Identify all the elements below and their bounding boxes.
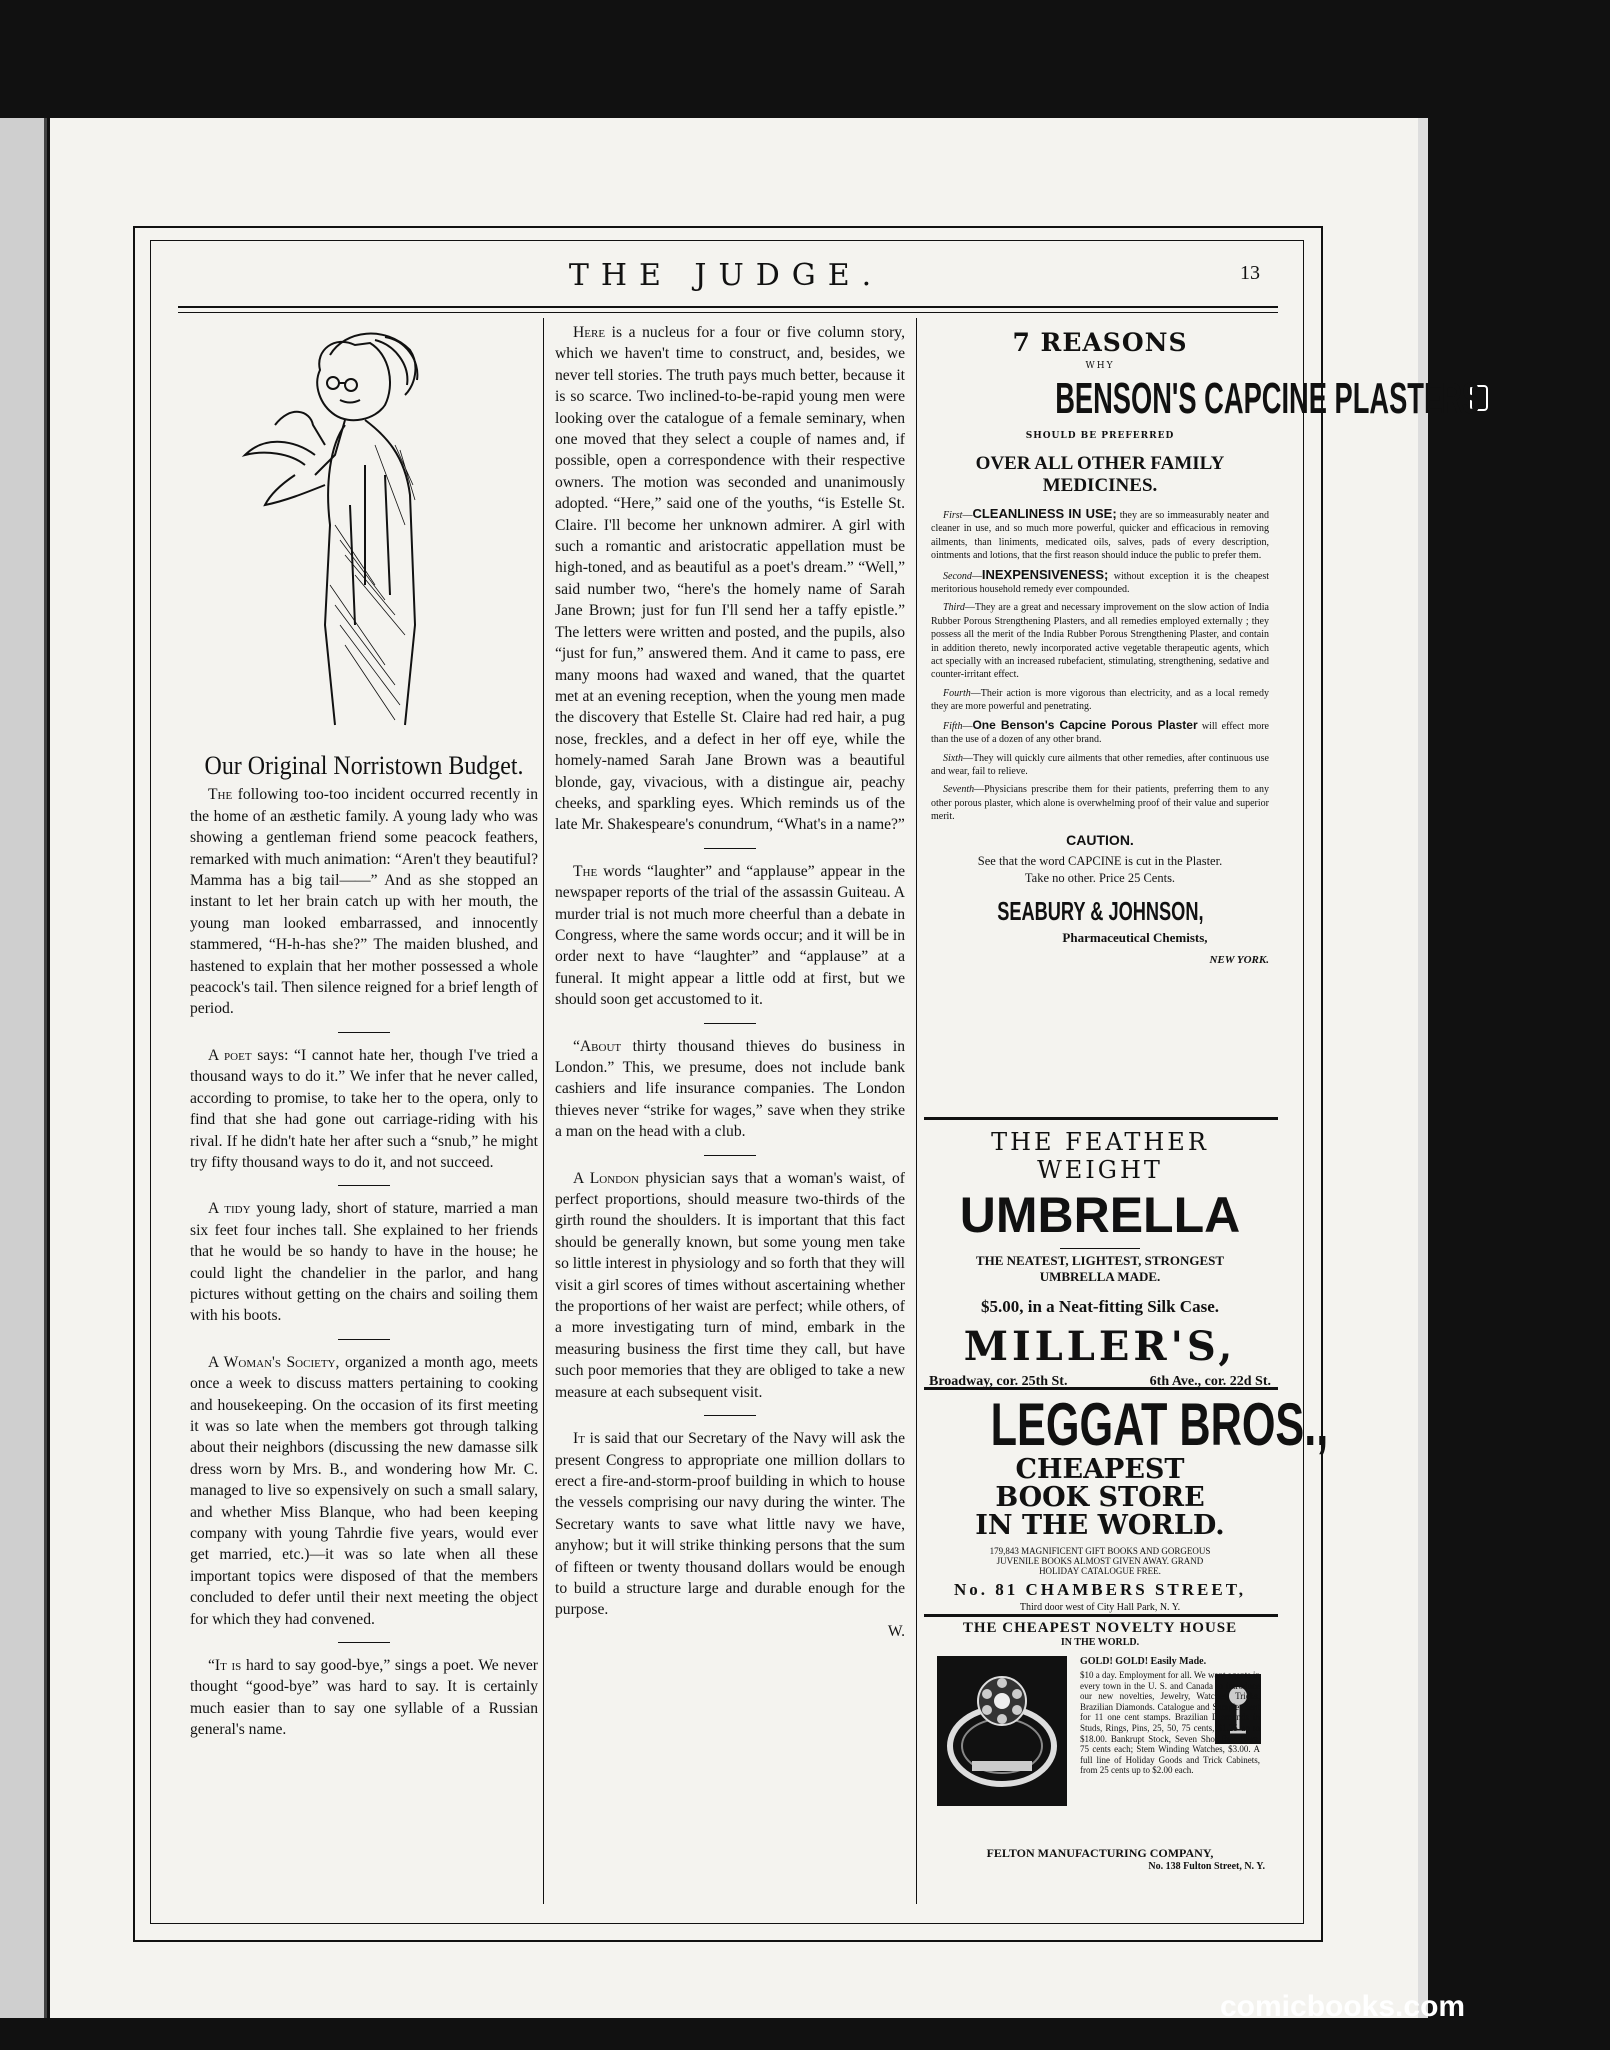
watermark: comicbooks.com bbox=[1220, 1990, 1466, 2023]
ring-icon bbox=[937, 1656, 1067, 1806]
novelty-text bbox=[1080, 1656, 1207, 1669]
benson-ad bbox=[925, 328, 1481, 966]
paragraph bbox=[190, 1352, 538, 1630]
left-column bbox=[190, 751, 538, 1741]
ad-title-wrap bbox=[925, 374, 1481, 423]
paragraph-text: young lady, short of stature, married a man six feet four inches tall. She explained to her friends that he would be so handy to have in the house; he could light the chandelier in the parlor, and hang pictures without getting on the chairs and soiling them with his boots. bbox=[190, 1200, 538, 1325]
store-name: LEGGAT BROS., bbox=[990, 1391, 1329, 1458]
reason-item: Second—INEXPENSIVENESS; without exception it is the cheapest meritorious household remedy ever compounded. bbox=[931, 566, 1269, 596]
store-address: No. 81 CHAMBERS STREET, bbox=[953, 1580, 1247, 1599]
separator bbox=[704, 1023, 756, 1024]
reason-label: Fourth bbox=[943, 687, 971, 699]
ad-line: UMBRELLA MADE. bbox=[1039, 1269, 1161, 1284]
separator bbox=[338, 1642, 390, 1643]
paragraph bbox=[190, 1655, 538, 1741]
novelty-ad bbox=[925, 1620, 1275, 1872]
novelty-body bbox=[925, 1656, 1275, 1846]
reason-item: Fourth—Their action is more vigorous than electricity, and as a local remedy they are more powerful and penetrating. bbox=[931, 687, 1269, 713]
paragraph-lead: “It is bbox=[208, 1657, 242, 1675]
ad-line: BOOK STORE bbox=[995, 1482, 1205, 1513]
reason-text: They will quickly cure ailments that other remedies, after continuous use and wear, fail to relieve. bbox=[931, 752, 1269, 777]
paragraph-text: is a nucleus for a four or five column story, which we haven't time to construct, and, besides, we never tell stories. The truth pays much better, because it is so scarce. Two inclined-to-be-rapid young men were looking over the catalogue of a female seminary, when one moved that they select a couple of names and, if possible, open a correspondence with their respective owners. The motion was seconded and unanimously adopted. “Here,” said one of the youths, “is Estelle St. Claire. I'll become her unknown admirer. A girl with such a romantic and aristocratic appellation must be high-toned, and as beautiful as a poet's dream.” “Well,” said number two, “here's the homely name of Sarah Jane Brown; just for fun I'll send her a taffy epistle.” The letters were written and posted, and the pupils, also “just for fun,” answered them. And it came to pass, ere many moons had waxed and waned, that the quartet met at an evening reception, when the young men made the discovery that Estelle St. Claire had red hair, a pug nose, freckles, and a defect in her off eye, while the homely-named Sarah Jane Brown was a beautiful blonde, gay, vivacious, with a distingue air, peachy cheeks, and sparkling eyes. Which reminds us of the late Mr. Shakespeare's conundrum, “What's in a name?” bbox=[555, 324, 905, 834]
reason-text: Their action is more vigorous than electricity, and as a local remedy they are more powerful and penetrating. bbox=[931, 687, 1269, 713]
reason-item: Fifth—One Benson's Capcine Porous Plaster will effect more than the use of a dozen of any other brand. bbox=[931, 717, 1269, 746]
ad-line: SHOULD BE PREFERRED bbox=[1025, 431, 1175, 441]
novelty-description: $10 a day. Employment for all. We want agents in every town in the U. S. and Canada to introduce our new novelties, Jewelry, Watches, Tricks, Brazilian Diamonds. Catalogue and Samples sent for 11 one cent stamps. Brazilian Diamonds in Studs, Rings, Pins, 25, 50, 75 cents, $1.25 up to $18.00. Bankrupt Stock, Seven Shot Revolvers, 75 cents each; Stem Winding Watches, $3.00. A full line of Holiday Goods and Trick Cabinets, from 25 cents up to $2.00 each. bbox=[1080, 1670, 1260, 1776]
separator bbox=[338, 1032, 390, 1033]
paragraph-lead: A poet bbox=[208, 1046, 252, 1064]
umbrella-ad bbox=[925, 1128, 1275, 1390]
separator bbox=[338, 1185, 390, 1186]
paragraph-lead: A London bbox=[573, 1169, 639, 1187]
ad-line: IN THE WORLD. bbox=[975, 1510, 1225, 1541]
separator bbox=[338, 1339, 390, 1340]
paragraph bbox=[555, 322, 905, 836]
ad-subheading: WHY bbox=[1085, 361, 1115, 371]
reason-item: Seventh—Physicians prescribe them for their patients, preferring them to any other porous plaster, which alone is overwhelming proof of their value and superior merit. bbox=[931, 784, 1269, 823]
ad-subheading: IN THE WORLD. bbox=[1060, 1637, 1140, 1648]
ad-rule bbox=[1060, 1248, 1140, 1249]
reason-item: Third—They are a great and necessary improvement on the slow action of India Rubber Porous Strengthening Plasters, and all remedies employed externally ; they possess all the merit of the India Rubber Porous Strengthening Plaster, and contain in addition thereto, newly incorporated active vegetable therapeutic agents, which act specially with an increased rubefacient, stimulating, strengthening, sedative and counter-irritant effect. bbox=[931, 602, 1269, 681]
reason-label: Third bbox=[943, 602, 965, 614]
separator bbox=[704, 1415, 756, 1416]
masthead: THE JUDGE. bbox=[568, 258, 884, 293]
reason-label: Seventh bbox=[943, 784, 975, 796]
reason-text: Physicians prescribe them for their patients, preferring them to any other porous plaster, which alone is overwhelming proof of their value and superior merit. bbox=[931, 784, 1269, 823]
paragraph-text: following too-too incident occurred recently in the home of an æsthetic family. A young lady who was showing a gentleman friend some peacock feathers, remarked with much animation: “Aren't they beautiful? Mamma has a big tail——” And as she stopped an instant to let her brain catch up with her mouth, the young man looked embarrassed, and innocently stammered, “H-h-has she?” The maiden blushed, and hastened to explain that her mother possessed a whole peacock's tail. Then silence reigned for a brief length of period. bbox=[190, 786, 538, 1018]
reason-label: First bbox=[943, 510, 963, 521]
address-right: 6th Ave., cor. 22d St. bbox=[1149, 1374, 1271, 1389]
ad-heading: THE CHEAPEST NOVELTY HOUSE bbox=[962, 1620, 1238, 1636]
paragraph-text: words “laughter” and “applause” appear in the newspaper reports of the trial of the assassin Guiteau. A murder trial is not much more cheerful than a debate in Congress, where the same words occur; and it will be in order next to have “laughter” and “applause” at a funeral. It might appear a little odd at first, but we should soon get accustomed to it. bbox=[555, 862, 905, 1009]
ad-fine-print: HOLIDAY CATALOGUE FREE. bbox=[1039, 1566, 1161, 1576]
reason-label: Fifth bbox=[943, 720, 963, 732]
paragraph-lead: The bbox=[573, 862, 598, 880]
reason-text: They are a great and necessary improvement on the slow action of India Rubber Porous Strengthening Plasters, and all remedies employed externally ; they possess all the merit of the India Rubber Porous Strengthening Plaster, and contain in addition thereto, newly incorporated active vegetable therapeutic agents, which act specially with an increased rubefacient, stimulating, strengthening, sedative and counter-irritant effect. bbox=[931, 602, 1269, 681]
firm-name: SEABURY & JOHNSON, bbox=[996, 895, 1204, 926]
reason-label: Second bbox=[943, 570, 972, 582]
paragraph-lead: A Woman's Society bbox=[208, 1353, 336, 1371]
company-name: FELTON MANUFACTURING COMPANY, bbox=[986, 1846, 1214, 1860]
paragraph-lead: A tidy bbox=[208, 1200, 251, 1218]
masthead-rule-thin bbox=[178, 312, 1278, 313]
paragraph-text: says: “I cannot hate her, though I've tried a thousand ways to do it.” We infer that he never called, according to promise, to take her to the opera, only to find that she had gone out carriage-riding with his rival. If he didn't hate her after such a “snub,” he might try fifty thousand ways to do it, and not succeed. bbox=[190, 1046, 538, 1171]
paragraph-text: , organized a month ago, meets once a week to discuss matters pertaining to cooking and housekeeping. On the occasion of its first meeting it was so late when the members got through talking about their neighbors (discussing the new damasse silk dress worn by Mrs. B., and wondering how Mr. C. managed to live so expensively on such a small salary, and whether Miss Blanque, who had been keeping company with young Tahrdie five years, would ever get married, etc.)—it was so late when all these important topics were disposed of that the members concluded to defer until their next meeting the object for which they had convened. bbox=[190, 1353, 538, 1628]
leggat-ad bbox=[925, 1391, 1329, 1613]
paragraph-text: hard to say good-bye,” sings a poet. We never thought “good-bye” was hard to say. It is certainly much easier than to say one syllable of a Russian general's name. bbox=[190, 1657, 538, 1739]
ad-line: THE NEATEST, LIGHTEST, STRONGEST bbox=[975, 1253, 1225, 1268]
ad-title: UMBRELLA bbox=[959, 1187, 1241, 1243]
store-address-sub: Third door west of City Hall Park, N. Y. bbox=[1019, 1602, 1181, 1613]
ad-divider bbox=[924, 1117, 1278, 1120]
caution-title: CAUTION. bbox=[1066, 831, 1134, 848]
ad-line: $5.00, in a Neat-fitting Silk Case. bbox=[981, 1297, 1219, 1316]
reason-item: Sixth—They will quickly cure ailments that other remedies, after continuous use and wear, fail to relieve. bbox=[931, 752, 1269, 777]
headline: Our Original Norristown Budget. bbox=[204, 751, 524, 780]
middle-column bbox=[555, 322, 905, 1642]
paragraph bbox=[190, 1198, 538, 1326]
reason-text: without exception it is the cheapest meritorious household remedy ever compounded. bbox=[931, 570, 1269, 596]
paragraph-lead: It bbox=[573, 1430, 585, 1448]
signature: W. bbox=[887, 1622, 905, 1640]
masthead-rule bbox=[178, 306, 1278, 308]
separator bbox=[704, 1155, 756, 1156]
reason-label: Sixth bbox=[943, 752, 963, 764]
paragraph-text: thirty thousand thieves do business in London.” This, we presume, does not include bank cashiers and life insurance companies. The London thieves never “strike for wages,” save when they strike a man on the head with a club. bbox=[555, 1037, 905, 1141]
firm-wrap bbox=[925, 896, 1275, 926]
ad-title: BENSON'S CAPCINE PLASTERS bbox=[1055, 374, 1481, 423]
paragraph-lead: “About bbox=[573, 1037, 622, 1055]
paragraph bbox=[555, 1168, 905, 1403]
reasons-list bbox=[931, 507, 1269, 824]
ad-divider bbox=[924, 1387, 1278, 1390]
paragraph bbox=[555, 1036, 905, 1143]
novelty-head: GOLD! GOLD! Easily Made. bbox=[1080, 1656, 1207, 1667]
firm-sub: Pharmaceutical Chemists, bbox=[1062, 929, 1208, 945]
reason-text: will effect more than the use of a dozen of any other brand. bbox=[931, 720, 1269, 746]
ad-divider bbox=[924, 1614, 1278, 1617]
paragraph bbox=[555, 861, 905, 1011]
paragraph bbox=[555, 1428, 905, 1621]
reason-head: INEXPENSIVENESS; bbox=[981, 566, 1109, 582]
paragraph-text: physician says that a woman's waist, of perfect proportions, should measure two-thirds of the girth round the shoulders. It is important that this fact should be generally known, but some young men take so little interest in physiology and so forth that they will visit a girl scores of times without ascertaining whether the proportions of her waist are perfect; while others, of a more investigating turn of mind, embark in the measuring business the first time they call, but have such poor memories that they are obliged to take a new measure at each subsequent visit. bbox=[555, 1169, 905, 1401]
ad-fine-print: JUVENILE BOOKS ALMOST GIVEN AWAY. GRAND bbox=[996, 1556, 1204, 1566]
paragraph-text: is said that our Secretary of the Navy will ask the present Congress to appropriate one million dollars to erect a fire-and-storm-proof building in which to house the vessels comprising our navy during the winter. The Secretary wants to save what little navy we have, anyhow; but it will strike thinking persons that the sum of fifteen or twenty thousand dollars would be enough to build a structure large and durable enough for the purpose. bbox=[555, 1430, 905, 1619]
column-rule-2 bbox=[916, 318, 917, 1904]
paragraph-lead: Here bbox=[573, 324, 606, 341]
ad-line: OVER ALL OTHER FAMILY MEDICINES. bbox=[975, 453, 1225, 496]
store-name: MILLER'S, bbox=[963, 1323, 1237, 1370]
reason-head: CLEANLINESS IN USE; bbox=[972, 506, 1117, 521]
reason-head: One Benson's Capcine Porous Plaster bbox=[972, 717, 1198, 732]
company-address: No. 138 Fulton Street, N. Y. bbox=[1148, 1861, 1265, 1872]
ad-heading: THE FEATHER WEIGHT bbox=[991, 1128, 1209, 1184]
paragraph bbox=[190, 1045, 538, 1173]
ad-line: CHEAPEST bbox=[1015, 1454, 1185, 1485]
aesthete-illustration bbox=[235, 325, 465, 735]
firm-city: NEW YORK. bbox=[1209, 953, 1269, 966]
reason-text: they are so immeasurably neater and cleaner in use, and so much more powerful, quicker and efficacious in removing ailments, than liniments, medicated oils, salves, pads of every description, ointments and lotions, that the first reason should induce the public to prefer them. bbox=[931, 510, 1270, 562]
separator bbox=[704, 848, 756, 849]
paragraph bbox=[190, 784, 538, 1019]
caution-text: See that the word CAPCINE is cut in the Plaster. bbox=[977, 853, 1223, 868]
reason-item: First—CLEANLINESS IN USE; they are so immeasurably neater and cleaner in use, and so much more powerful, quicker and efficacious in removing ailments, than liniments, medicated oils, salves, pads of every description, ointments and lotions, that the first reason should induce the public to prefer them. bbox=[931, 506, 1270, 562]
column-rule-1 bbox=[543, 318, 544, 1904]
ad-fine-print: 179,843 MAGNIFICENT GIFT BOOKS AND GORGEOUS bbox=[989, 1546, 1211, 1556]
caution-text: Take no other. Price 25 Cents. bbox=[1024, 870, 1176, 885]
page-number: 13 bbox=[1240, 262, 1260, 284]
leggat-name-wrap bbox=[925, 1391, 1329, 1458]
ad-heading: 7 REASONS bbox=[1012, 328, 1188, 357]
left-page-edge bbox=[0, 118, 47, 2018]
paragraph-lead: The bbox=[208, 786, 233, 804]
address-left: Broadway, cor. 25th St. bbox=[929, 1374, 1068, 1389]
